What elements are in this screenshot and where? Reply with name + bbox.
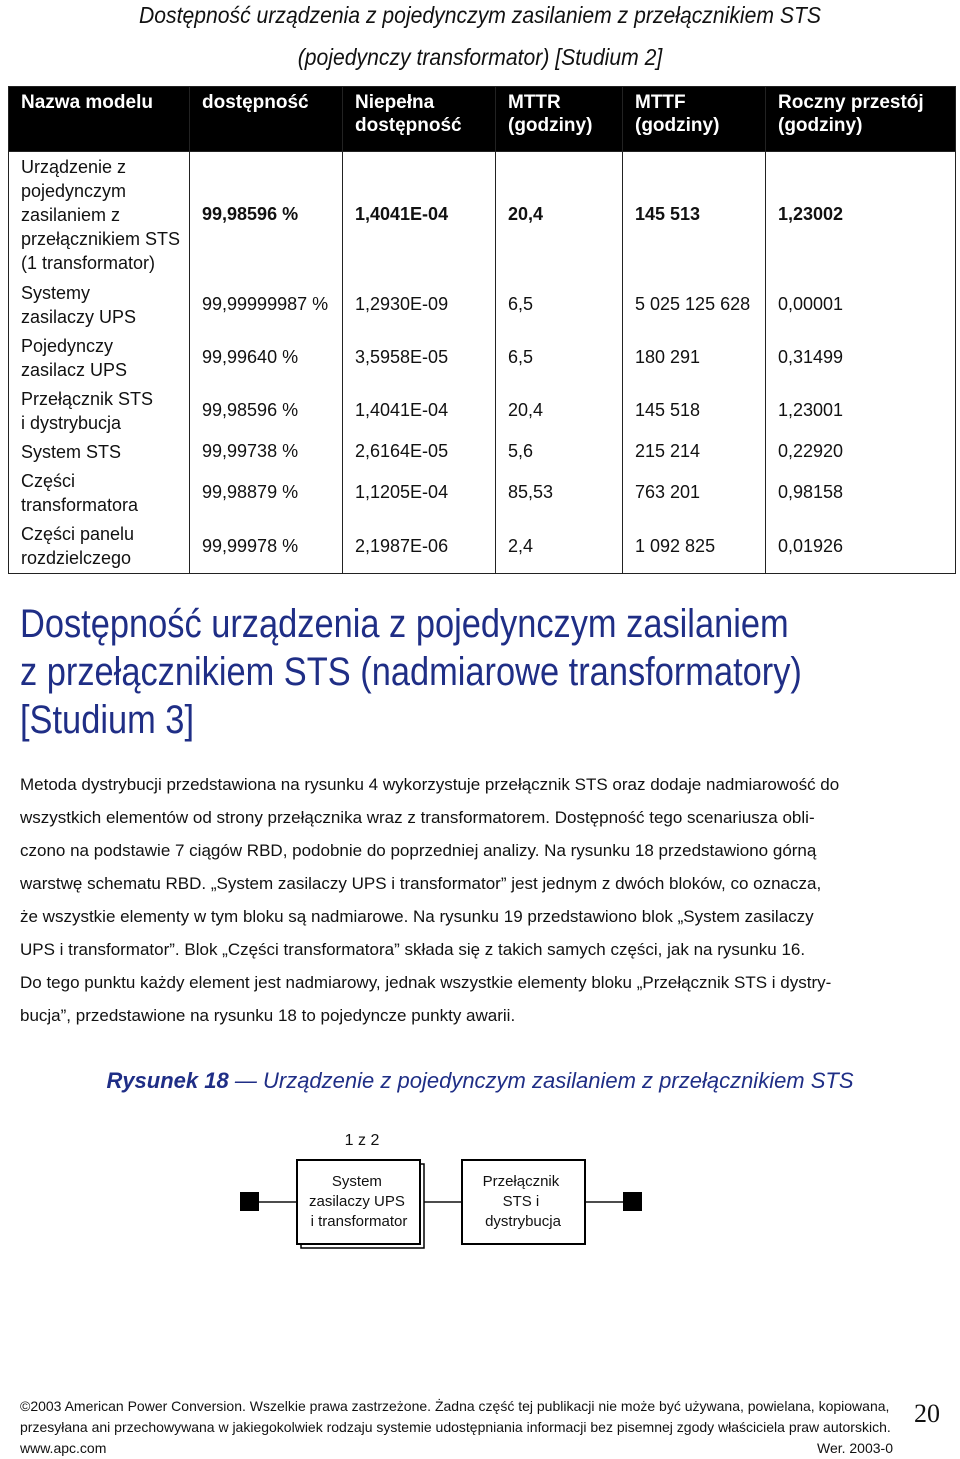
model-name-line: Systemy [21,282,91,303]
header-line-2: (pojedynczy transformator) [Studium 2] [297,44,663,70]
table-row [9,152,956,278]
cell-mttr: 20,4 [496,152,623,278]
cell-mttr: 85,53 [496,466,623,520]
page-number: 20 [914,1399,940,1428]
table-body [9,152,956,574]
cell-unavailability: 3,5958E-05 [343,332,496,384]
figure-dash: — [234,1068,257,1093]
cell-mttr: 6,5 [496,332,623,384]
footer [20,1396,900,1459]
cell-unavailability: 1,4041E-04 [343,152,496,278]
section-heading [20,600,940,744]
model-name-line: Części [21,470,76,491]
paragraph-line: Do tego punktu każdy element jest nadmiarowy, jednak wszystkie elementy bloku „Przełącznik STS i dystry- [20,973,832,992]
paragraph-line: warstwę schematu RBD. „System zasilaczy UPS i transformator” jest jednym z dwóch bloków, co oznacza, [20,874,822,893]
cell-model-name [9,278,190,332]
col-header-mttf: MTTF (godziny) [623,87,766,152]
model-name-line: zasilaczy UPS [21,306,137,327]
model-name-line: przełącznikiem STS [21,228,181,249]
cell-availability: 99,99738 % [190,438,343,466]
paragraph-line: że wszystkie elementy w tym bloku są nadmiarowe. Na rysunku 19 przedstawiono blok „System zasilaczy [20,907,814,926]
footer-rights: przesyłana ani przechowywana w jakiegokolwiek rodzaju systemie udostępniania informacji bez pisemnej zgody właściciela praw autorskich. [20,1419,891,1435]
cell-availability: 99,99999987 % [190,278,343,332]
cell-unavailability: 2,1987E-06 [343,520,496,574]
heading-line: Dostępność urządzenia z pojedynczym zasilaniem [20,602,789,646]
figure-caption [0,1068,960,1094]
footer-copyright: ©2003 American Power Conversion. Wszelkie prawa zastrzeżone. Żadna część tej publikacji nie może być używana, powielana, kopiowana, [20,1398,890,1414]
model-name-line: Pojedynczy [21,335,114,356]
figure-label: Rysunek 18 [106,1068,229,1093]
cell-model-name [9,384,190,438]
cell-downtime: 0,01926 [766,520,956,574]
figure-title: Urządzenie z pojedynczym zasilaniem z przełącznikiem STS [262,1068,854,1093]
model-name-line: Urządzenie z [21,156,127,177]
model-name-line: zasilaniem z [21,204,121,225]
block-ups-label: System zasilaczy UPS i transformator [308,1173,408,1230]
model-name-line: transformatora [21,494,139,515]
paragraph-line: wszystkich elementów od strony przełącznika wraz z transformatorem. Dostępność tego scenariusza obli- [20,808,815,827]
col-header-unavailability: Niepełna dostępność [343,87,496,152]
model-name-line: Części panelu [21,524,135,545]
cell-mttf: 1 092 825 [623,520,766,574]
cell-availability: 99,98596 % [190,152,343,278]
cell-downtime: 0,22920 [766,438,956,466]
table-row [9,466,956,520]
cell-mttf: 763 201 [623,466,766,520]
model-name-line: pojedynczym [21,180,127,201]
model-name-line: rozdzielczego [21,548,132,569]
table-row [9,332,956,384]
col-header-downtime: Roczny przestój (godziny) [766,87,956,152]
cell-mttf: 145 513 [623,152,766,278]
cell-mttr: 20,4 [496,384,623,438]
cell-mttr: 6,5 [496,278,623,332]
table-row [9,438,956,466]
paragraph-line: bucja”, przedstawione na rysunku 18 to pojedyncze punkty awarii. [20,1006,516,1025]
cell-model-name [9,332,190,384]
cell-availability: 99,99978 % [190,520,343,574]
cell-unavailability: 1,2930E-09 [343,278,496,332]
cell-mttf: 180 291 [623,332,766,384]
col-header-mttr: MTTR (godziny) [496,87,623,152]
heading-line: z przełącznikiem STS (nadmiarowe transformatory) [20,650,802,694]
cell-downtime: 1,23002 [766,152,956,278]
model-name-line: zasilacz UPS [21,359,128,380]
cell-downtime: 0,98158 [766,466,956,520]
cell-unavailability: 1,1205E-04 [343,466,496,520]
paragraph-line: Metoda dystrybucji przedstawiona na rysunku 4 wykorzystuje przełącznik STS oraz dodaje nadmiarowość do [20,775,840,794]
heading-line: [Studium 3] [20,698,195,742]
cell-model-name [9,466,190,520]
cell-mttf: 215 214 [623,438,766,466]
cell-availability: 99,98596 % [190,384,343,438]
cell-model-name [9,520,190,574]
start-node [240,1192,259,1211]
col-header-availability: dostępność [190,87,343,152]
end-node [623,1192,642,1211]
cell-mttr: 5,6 [496,438,623,466]
cell-unavailability: 2,6164E-05 [343,438,496,466]
paragraph-line: UPS i transformator”. Blok „Części transformatora” składa się z takich samych części, jak na rysunku 16. [20,940,806,959]
availability-table [8,86,956,574]
col-header-name: Nazwa modelu [9,87,190,152]
block-sts-label: Przełącznik STS i dystrybucja [482,1173,561,1230]
section-paragraph [20,768,944,1032]
footer-version: Wer. 2003-0 [816,1440,893,1456]
rbd-diagram [0,1110,960,1310]
cell-model-name [9,152,190,278]
cell-downtime: 1,23001 [766,384,956,438]
paragraph-line: czono na podstawie 7 ciągów RBD, podobnie do poprzedniej analizy. Na rysunku 18 przedstawiono górną [20,841,817,860]
table-row [9,520,956,574]
model-name-line: i dystrybucja [21,412,122,433]
cell-mttr: 2,4 [496,520,623,574]
table-header-row [9,87,956,152]
model-name-line: (1 transformator) [21,252,156,273]
cell-model-name [9,438,190,466]
model-name-line: Przełącznik STS [21,388,154,409]
cell-downtime: 0,00001 [766,278,956,332]
cell-downtime: 0,31499 [766,332,956,384]
cell-mttf: 145 518 [623,384,766,438]
cell-unavailability: 1,4041E-04 [343,384,496,438]
cell-availability: 99,98879 % [190,466,343,520]
header-line-1: Dostępność urządzenia z pojedynczym zasilaniem z przełącznikiem STS [138,2,822,28]
table-row [9,278,956,332]
cell-availability: 99,99640 % [190,332,343,384]
cell-mttf: 5 025 125 628 [623,278,766,332]
table-row [9,384,956,438]
redundancy-label: 1 z 2 [344,1132,380,1149]
model-name-line: System STS [21,441,122,462]
footer-url[interactable]: www.apc.com [20,1440,107,1456]
